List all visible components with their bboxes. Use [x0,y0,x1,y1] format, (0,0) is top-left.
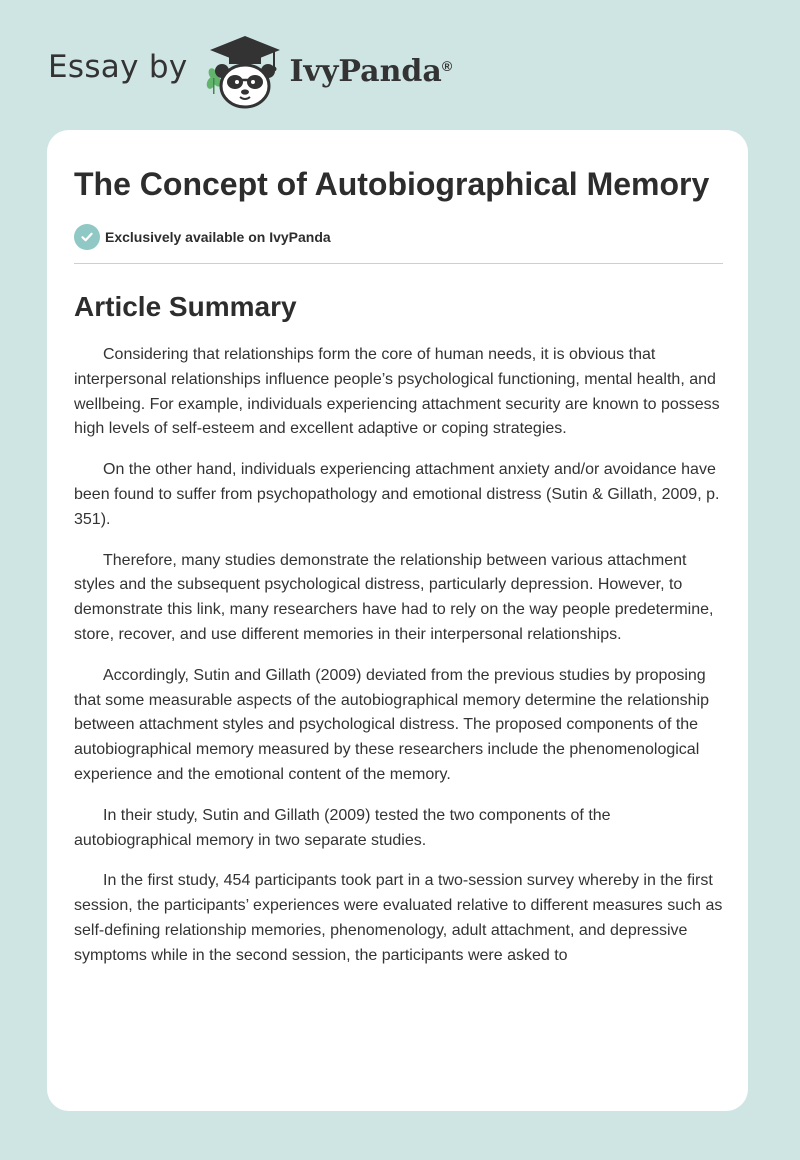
section-heading: Article Summary [74,291,297,322]
divider [74,263,723,264]
exclusive-badge [74,224,723,250]
article-card [47,130,748,1111]
registered-mark: ® [441,57,453,74]
article-content [74,164,723,985]
site-header [48,34,452,110]
check-circle-icon [74,224,100,250]
paragraph: In the first study, 454 participants took part in a two-session survey whereby in the first session, the participants’ experiences were evaluated relative to different measures such as self-defining relationship memories, phenomenology, adult attachment, and depressive symptoms while in the second session, the participants were asked to [74,872,723,964]
exclusive-badge-label: Exclusively available on IvyPanda [105,229,331,245]
brand-name [290,54,453,89]
paragraph: In their study, Sutin and Gillath (2009) tested the two components of the autobiographical memory in two separate studies. [74,806,611,849]
paragraph: Accordingly, Sutin and Gillath (2009) deviated from the previous studies by proposing that some measurable aspects of the autobiographical memory determine the relationship between attachment styles and psychological distress. The proposed components of the autobiographical memory measured by these researchers include the phenomenological experience and the emotional content of the memory. [74,666,710,783]
essay-by-label: Essay by [48,49,188,85]
paragraph: Considering that relationships form the core of human needs, it is obvious that interpersonal relationships influence people’s psychological functioning, mental health, and wellbeing. For example, individuals experiencing attachment security are known to possess high levels of self-esteem and excellent adaptive or coping strategies. [74,346,720,438]
brand-text: IvyPanda [289,53,442,89]
article-body [74,343,723,969]
page-title: The Concept of Autobiographical Memory [74,166,710,202]
paragraph: On the other hand, individuals experiencing attachment anxiety and/or avoidance have been found to suffer from psychopathology and emotional distress (Sutin & Gillath, 2009, p. 351). [74,461,720,528]
panda-logo-icon [202,34,288,110]
paragraph: Therefore, many studies demonstrate the relationship between various attachment styles and the subsequent psychological distress, particularly depression. However, to demonstrate this link, many researchers have had to rely on the way people predetermine, store, recover, and use different memories in their interpersonal relationships. [74,551,714,643]
